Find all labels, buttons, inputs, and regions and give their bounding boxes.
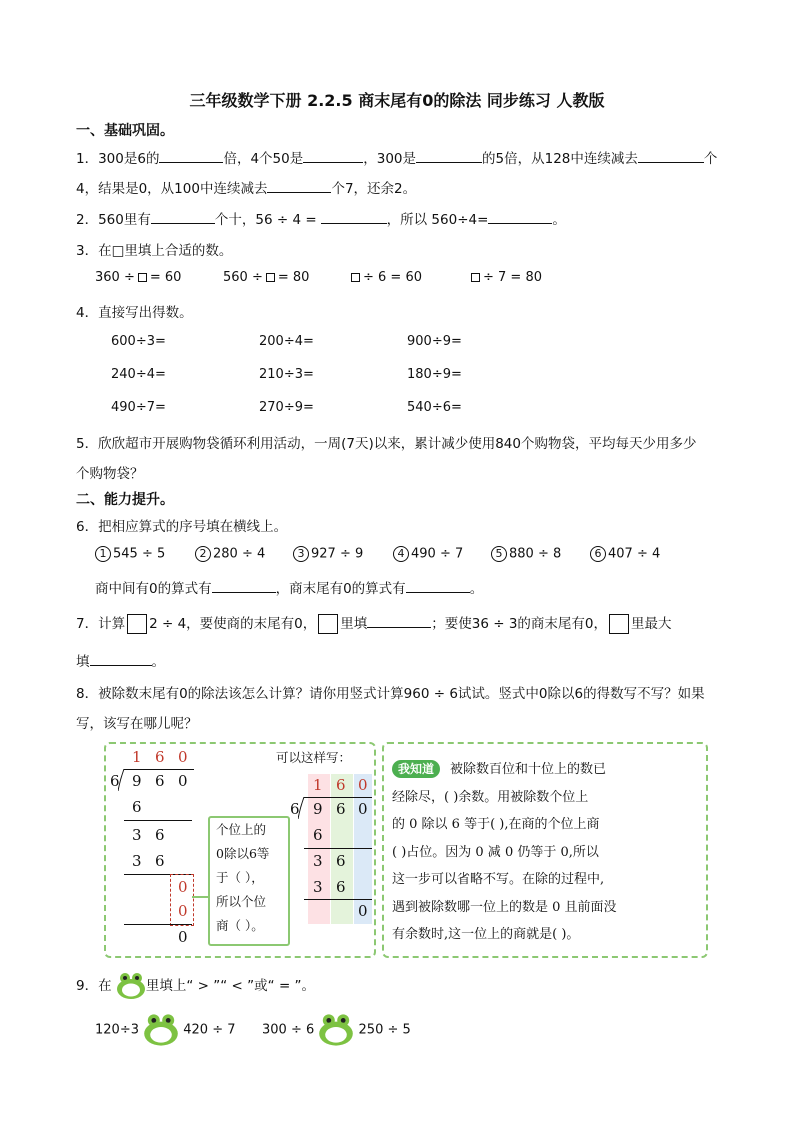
q6-option <box>393 546 463 562</box>
dividend-digit: 9 <box>132 772 142 790</box>
q1-text-a: 300是6的 <box>98 151 160 167</box>
alt-quotient-digit: 6 <box>336 776 346 794</box>
q7-blank-2[interactable] <box>90 651 152 666</box>
division-bar <box>124 769 194 770</box>
q2-text-b: 个十，56 ÷ 4 = <box>214 212 317 228</box>
note-box <box>208 816 290 946</box>
q4-cell: 210÷3= <box>259 367 314 382</box>
q7-text-g: 。 <box>151 654 165 670</box>
q1-blank-5[interactable] <box>267 178 331 193</box>
q6-number: 6． <box>76 519 99 535</box>
q2-text-c: ，所以 560÷4= <box>386 212 489 228</box>
question-5-line-1 <box>76 432 696 452</box>
question-6 <box>76 515 287 535</box>
q4-cell: 600÷3= <box>111 334 166 349</box>
q7-blank-1[interactable] <box>367 613 431 628</box>
section-heading-advanced: 二、能力提升。 <box>76 492 174 508</box>
q3-answer-box-3[interactable] <box>351 273 360 282</box>
q7-text-d: ；要使36 ÷ 3的商末尾有0， <box>431 616 608 632</box>
q6-option-expr: 280 ÷ 4 <box>213 546 266 562</box>
q3-item-4 <box>468 270 542 285</box>
q6-option-number: 1 <box>95 546 111 562</box>
division-bracket <box>118 769 126 791</box>
section-heading-basic: 一、基础巩固。 <box>76 123 174 139</box>
question-9 <box>76 972 315 1000</box>
q9-right-1: 420 ÷ 7 <box>183 1022 236 1038</box>
q6-text: 把相应算式的序号填在横线上。 <box>98 519 288 535</box>
q9-compare-2 <box>262 1013 411 1047</box>
q9-left-2: 300 ÷ 6 <box>262 1022 315 1038</box>
alt-label: 可以这样写： <box>276 750 352 765</box>
q1-text-d: 的5倍，从128中连续减去 <box>482 151 638 167</box>
q6-option-number: 2 <box>195 546 211 562</box>
q6-option <box>195 546 265 562</box>
q3-item-2-right: = 80 <box>277 270 310 285</box>
q2-text-a: 560里有 <box>98 212 151 228</box>
q3-text: 在□里填上合适的数。 <box>98 243 233 259</box>
q7-text-b: 2 ÷ 4，要使商的末尾有0， <box>149 616 317 632</box>
divisor: 6 <box>110 772 120 790</box>
question-1-line-1 <box>76 147 717 167</box>
step-digit: 6 <box>155 826 165 844</box>
step-digit: 6 <box>132 798 142 816</box>
q3-item-2-left: 560 ÷ <box>223 270 263 285</box>
step-digit: 3 <box>132 852 142 870</box>
alt-divisor: 6 <box>290 800 300 818</box>
q6-option-expr: 407 ÷ 4 <box>608 546 661 562</box>
q7-text-c: 里填 <box>340 616 368 632</box>
q9-right-2: 250 ÷ 5 <box>358 1022 411 1038</box>
alt-step-digit: 6 <box>313 826 323 844</box>
q2-number: 2． <box>76 212 99 228</box>
q4-cell: 270÷9= <box>259 400 314 415</box>
q4-cell: 180÷9= <box>407 367 462 382</box>
alt-quotient-digit: 1 <box>313 776 323 794</box>
alt-quotient-digit: 0 <box>358 776 368 794</box>
q1-text-b: 倍，4个50是 <box>223 151 304 167</box>
note-line: 个位上的 <box>216 822 267 837</box>
q6-option-expr: 490 ÷ 7 <box>411 546 464 562</box>
q3-answer-box-2[interactable] <box>266 273 275 282</box>
note-line: 所以个位 <box>216 894 267 909</box>
alt-division-bar <box>304 797 372 798</box>
q6-option <box>590 546 660 562</box>
q6-blank-2[interactable] <box>406 578 470 593</box>
q9-text-a: 在 <box>98 978 112 994</box>
q2-blank-1[interactable] <box>151 209 215 224</box>
q4-text: 直接写出得数。 <box>98 305 193 321</box>
question-7-line-2 <box>76 650 165 670</box>
final-remainder: 0 <box>178 928 188 946</box>
know-badge: 我知道 <box>392 760 440 778</box>
q6-option-expr: 545 ÷ 5 <box>113 546 166 562</box>
q8-text-2: 写，该写在哪儿呢？ <box>76 716 198 732</box>
q1-blank-1[interactable] <box>159 148 223 163</box>
q1-number: 1． <box>76 151 99 167</box>
q8-text-1: 被除数末尾有0的除法该怎么计算？请你用竖式计算960 ÷ 6试试。竖式中0除以6的得数写不写？如果 <box>98 686 705 702</box>
note-line: 商（ ）。 <box>216 918 264 933</box>
q6-option <box>293 546 363 562</box>
step-digit: 3 <box>132 826 142 844</box>
question-3 <box>76 239 232 259</box>
q3-item-2 <box>223 270 309 285</box>
quotient-digit: 6 <box>155 748 165 766</box>
alt-step-digit: 3 <box>313 878 323 896</box>
alt-dividend-digit: 0 <box>358 800 368 818</box>
know-text-line: 有余数时,这一位上的商就是( )。 <box>392 927 580 942</box>
q6-text-a: 商中间有0的算式有 <box>95 581 212 597</box>
step-digit: 6 <box>155 852 165 870</box>
step-line <box>124 924 192 925</box>
q1-text-g: 个7，还余2。 <box>331 181 417 197</box>
q3-item-4-right: ÷ 7 = 80 <box>483 270 542 285</box>
q7-digit-box-2[interactable] <box>609 614 629 634</box>
question-7-line-1 <box>76 612 672 634</box>
q4-cell: 540÷6= <box>407 400 462 415</box>
alt-step-digit: 3 <box>313 852 323 870</box>
quotient-digit: 0 <box>178 748 188 766</box>
know-text-line: 遇到被除数哪一位上的数是 0 且前面没 <box>392 899 617 915</box>
q1-text-f: 4，结果是0，从100中连续减去 <box>76 181 268 197</box>
q3-item-3-right: ÷ 6 = 60 <box>363 270 422 285</box>
question-4 <box>76 301 193 321</box>
know-text-line: ( )占位。因为 0 减 0 仍等于 0,所以 <box>392 844 599 860</box>
note-line: 0除以6等 <box>216 846 270 861</box>
q3-item-1 <box>95 270 181 285</box>
q6-option-number: 6 <box>590 546 606 562</box>
know-text-line: 这一步可以省略不写。在除的过程中, <box>392 872 605 887</box>
q6-text-b: ，商末尾有0的算式有 <box>275 581 406 597</box>
q6-blank-1[interactable] <box>212 578 276 593</box>
q5-number: 5． <box>76 436 99 452</box>
q3-number: 3． <box>76 243 99 259</box>
step-line <box>124 820 192 821</box>
page-title: 三年级数学下册 2.2.5 商末尾有0的除法 同步练习 人教版 <box>189 91 605 110</box>
q3-item-1-left: 360 ÷ <box>95 270 135 285</box>
q1-blank-4[interactable] <box>638 148 704 163</box>
dividend-digit: 0 <box>178 772 188 790</box>
q5-text-1: 欣欣超市开展购物袋循环利用活动，一周(7天)以来，累计减少使用840个购物袋，平均每天少用多少 <box>98 436 697 452</box>
q5-text-2: 个购物袋？ <box>76 466 144 482</box>
q3-answer-box-4[interactable] <box>471 273 480 282</box>
q1-blank-2[interactable] <box>303 148 363 163</box>
know-text-line: 被除数百位和十位上的数已 <box>450 762 607 777</box>
q1-text-e: 个 <box>703 151 718 167</box>
q6-option-expr: 880 ÷ 8 <box>509 546 562 562</box>
q2-blank-2[interactable] <box>321 209 387 224</box>
alt-dividend-digit: 6 <box>336 800 346 818</box>
q4-cell: 200÷4= <box>259 334 314 349</box>
alt-step-line <box>304 848 372 849</box>
q9-left-1: 120÷3 <box>95 1022 139 1038</box>
q9-number: 9． <box>76 978 99 994</box>
q4-cell: 240÷4= <box>111 367 166 382</box>
alt-step-digit: 6 <box>336 878 346 896</box>
frog-answer-slot-2[interactable] <box>318 1013 354 1047</box>
q7-text-a: 计算 <box>98 616 126 632</box>
q6-option-number: 4 <box>393 546 409 562</box>
q3-item-3 <box>348 270 422 285</box>
alt-division-bracket <box>298 797 306 819</box>
q6-option-number: 5 <box>491 546 507 562</box>
alt-final: 0 <box>358 902 368 920</box>
q1-text-c: ，300是 <box>363 151 417 167</box>
q6-option <box>95 546 165 562</box>
know-text-line: 的 0 除以 6 等于( ),在商的个位上商 <box>392 817 600 832</box>
q4-cell: 900÷9= <box>407 334 462 349</box>
q7-number: 7． <box>76 616 99 632</box>
question-1-line-2 <box>76 177 416 197</box>
q4-cell: 490÷7= <box>111 400 166 415</box>
q6-option-number: 3 <box>293 546 309 562</box>
question-2 <box>76 208 566 228</box>
q7-digit-box-1[interactable] <box>127 614 147 634</box>
q3-answer-box-1[interactable] <box>138 273 147 282</box>
q7-digit-box-ref-1 <box>318 614 338 634</box>
q6-text-c: 。 <box>469 581 484 597</box>
frog-icon <box>116 972 146 1000</box>
q2-text-d: 。 <box>552 212 566 228</box>
know-box <box>392 756 702 949</box>
zero-digit: 0 <box>178 878 188 896</box>
q7-text-e: 里最大 <box>631 616 672 632</box>
q7-text-f: 填 <box>76 654 90 670</box>
alt-dividend-digit: 9 <box>313 800 323 818</box>
q4-number: 4． <box>76 305 99 321</box>
know-text-line: 经除尽，( )余数。用被除数个位上 <box>392 789 589 805</box>
q6-answer-line <box>95 577 483 597</box>
q3-item-1-right: = 60 <box>149 270 182 285</box>
q1-blank-3[interactable] <box>416 148 482 163</box>
question-8-line-1 <box>76 682 705 702</box>
q6-option <box>491 546 561 562</box>
dividend-digit: 6 <box>155 772 165 790</box>
q9-compare-1 <box>95 1013 236 1047</box>
frog-answer-slot-1[interactable] <box>143 1013 179 1047</box>
q8-number: 8． <box>76 686 99 702</box>
alt-step-digit: 6 <box>336 852 346 870</box>
note-line: 于（ ）， <box>216 870 264 885</box>
quotient-digit: 1 <box>132 748 142 766</box>
zero-digit: 0 <box>178 902 188 920</box>
q2-blank-3[interactable] <box>488 209 552 224</box>
alt-step-line <box>304 899 372 900</box>
q6-option-expr: 927 ÷ 9 <box>311 546 364 562</box>
q9-text-b: 里填上“ > ”“ < ”或“ = ”。 <box>145 978 316 994</box>
